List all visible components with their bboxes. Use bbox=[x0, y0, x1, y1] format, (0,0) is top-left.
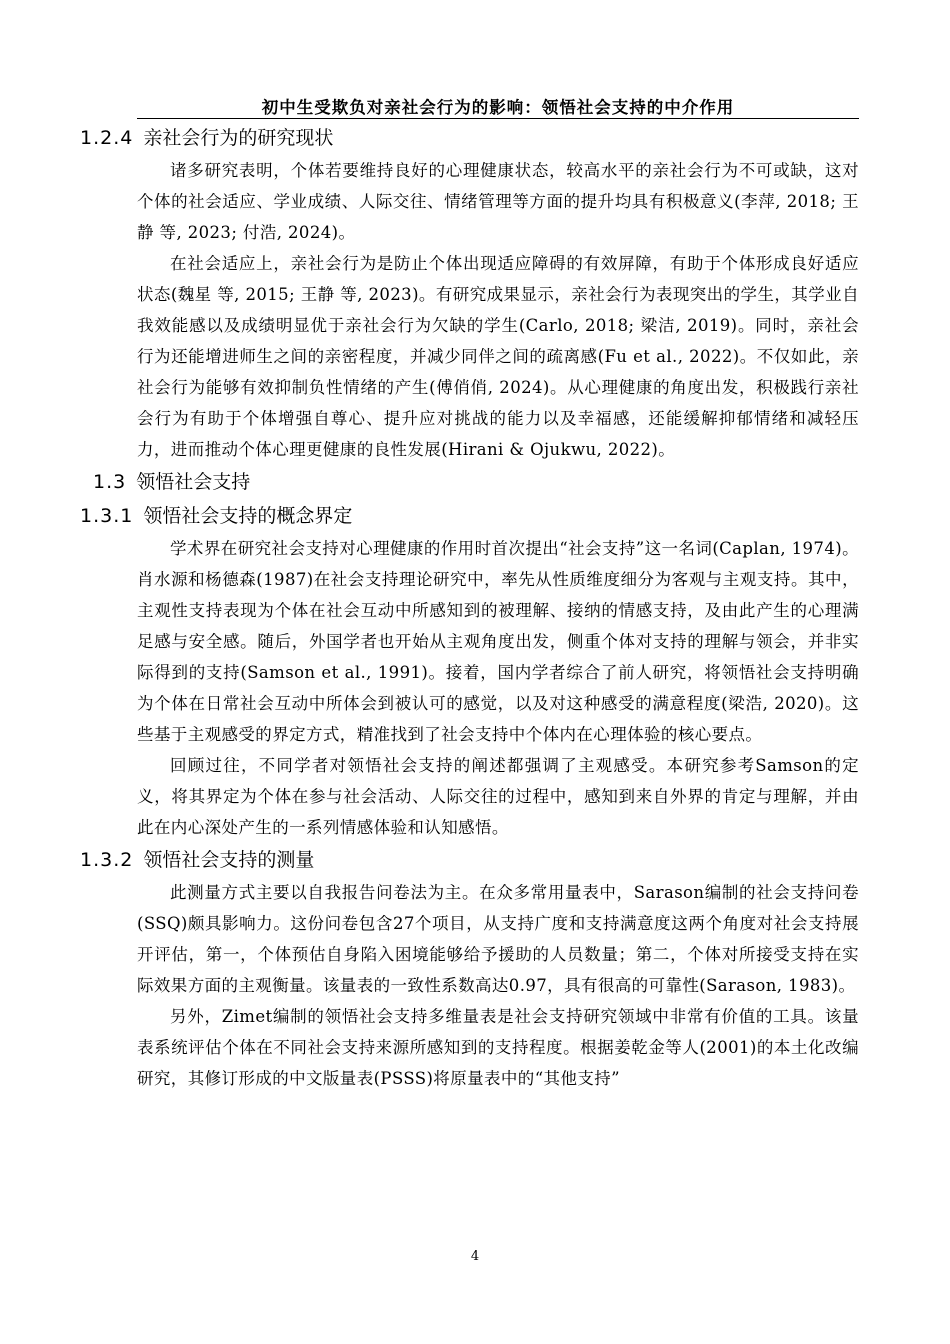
running-head: 初中生受欺负对亲社会行为的影响：领悟社会支持的中介作用 bbox=[261, 98, 735, 117]
section-title: 领悟社会支持 bbox=[136, 471, 251, 493]
section-number: 1.3 bbox=[93, 471, 127, 493]
section-number: 1.2.4 bbox=[80, 127, 134, 149]
paragraph: 此测量方式主要以自我报告问卷法为主。在众多常用量表中，Sarason编制的社会支持问卷(SSQ)颇具影响力。这份问卷包含27个项目，从支持广度和支持满意度这两个角度对社会支持展开评估，第一，个体预估自身陷入困境能够给予援助的人员数量；第二，个体对所接受支持在实际效果方面的主观衡量。该量表的一致性系数高达0.97，具有很高的可靠性(Sarason, 1983)。 bbox=[137, 883, 859, 995]
section-number: 1.3.2 bbox=[80, 849, 134, 871]
section-heading-1-2-4 bbox=[0, 121, 950, 155]
section-heading-1-3 bbox=[0, 465, 950, 499]
section-title: 领悟社会支持的概念界定 bbox=[143, 505, 353, 527]
header-rule bbox=[137, 118, 859, 119]
section-heading-1-3-1 bbox=[0, 499, 950, 533]
section-title: 亲社会行为的研究现状 bbox=[143, 127, 334, 149]
paragraph: 在社会适应上，亲社会行为是防止个体出现适应障碍的有效屏障，有助于个体形成良好适应状态(魏星 等, 2015; 王静 等, 2023)。有研究成果显示，亲社会行为表现突出的学生，其学业自我效能感以及成绩明显优于亲社会行为欠缺的学生(Carlo, 2018; 梁洁, 2019)。同时，亲社会行为还能增进师生之间的亲密程度，并减少同伴之间的疏离感(Fu et al., 2022)。不仅如此，亲社会行为能够有效抑制负性情绪的产生(傅俏俏, 2024)。从心理健康的角度出发，积极践行亲社会行为有助于个体增强自尊心、提升应对挑战的能力以及幸福感，还能缓解抑郁情绪和减轻压力，进而推动个体心理更健康的良性发展(Hirani & Ojukwu, 2022)。 bbox=[137, 254, 859, 459]
paragraph: 学术界在研究社会支持对心理健康的作用时首次提出“社会支持”这一名词(Caplan, 1974)。肖水源和杨德森(1987)在社会支持理论研究中，率先从性质维度细分为客观与主观支持。其中，主观性支持表现为个体在社会互动中所感知到的被理解、接纳的情感支持，及由此产生的心理满足感与安全感。随后，外国学者也开始从主观角度出发，侧重个体对支持的理解与领会，并非实际得到的支持(Samson et al., 1991)。接着，国内学者综合了前人研究，将领悟社会支持明确为个体在日常社会互动中所体会到被认可的感觉，以及对这种感受的满意程度(梁浩, 2020)。这些基于主观感受的界定方式，精准找到了社会支持中个体内在心理体验的核心要点。 bbox=[137, 539, 859, 744]
page-number: 4 bbox=[470, 1249, 480, 1264]
section-number: 1.3.1 bbox=[80, 505, 134, 527]
page-body bbox=[0, 121, 950, 1094]
section-heading-1-3-2 bbox=[0, 843, 950, 877]
paragraph: 诸多研究表明，个体若要维持良好的心理健康状态，较高水平的亲社会行为不可或缺，这对个体的社会适应、学业成绩、人际交往、情绪管理等方面的提升均具有积极意义(李萍, 2018; 王静 等, 2023; 付浩, 2024)。 bbox=[137, 161, 859, 242]
section-title: 领悟社会支持的测量 bbox=[143, 849, 315, 871]
paragraph: 回顾过往，不同学者对领悟社会支持的阐述都强调了主观感受。本研究参考Samson的定义，将其界定为个体在参与社会活动、人际交往的过程中，感知到来自外界的肯定与理解，并由此在内心深处产生的一系列情感体验和认知感悟。 bbox=[137, 756, 859, 837]
paragraph: 另外，Zimet编制的领悟社会支持多维量表是社会支持研究领域中非常有价值的工具。该量表系统评估个体在不同社会支持来源所感知到的支持程度。根据姜乾金等人(2001)的本土化改编研究，其修订形成的中文版量表(PSSS)将原量表中的“其他支持” bbox=[137, 1007, 859, 1088]
